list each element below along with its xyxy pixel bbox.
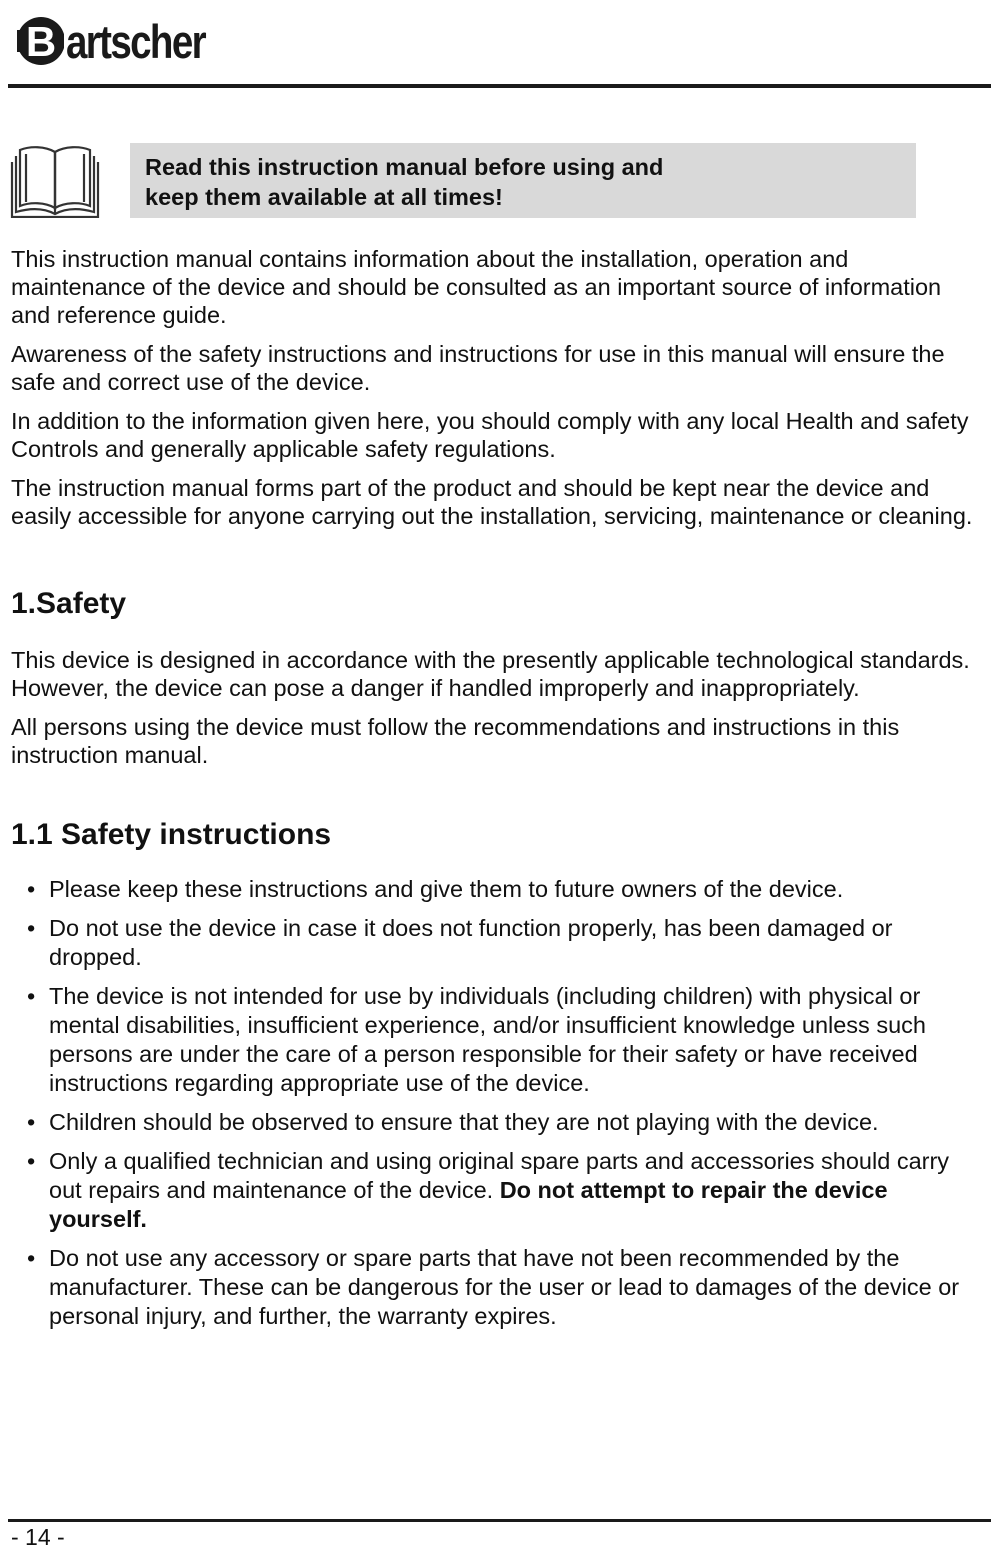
safety-paragraph-2: All persons using the device must follow the recommendations and instructions in this instruction manual. bbox=[11, 714, 900, 768]
section-title-safety-instructions: 1.1 Safety instructions bbox=[11, 818, 332, 851]
intro-paragraph-2: Awareness of the safety instructions and instructions for use in this manual will ensure the safe and correct use of the device. bbox=[11, 341, 945, 395]
repair-warning: Do not attempt to repair the device yourself. bbox=[49, 1177, 888, 1232]
list-item: • Do not use the device in case it does not function properly, has been damaged or dropped. bbox=[27, 915, 893, 970]
bullet-icon: • bbox=[27, 876, 36, 902]
list-item: • Please keep these instructions and give them to future owners of the device. bbox=[27, 876, 844, 902]
section-title-safety: 1.Safety bbox=[11, 587, 127, 620]
list-item: • Only a qualified technician and using original spare parts and accessories should carry out repairs and maintenance of the device. Do not attempt to repair the device yourself. bbox=[27, 1148, 950, 1232]
bullet-icon: • bbox=[27, 1109, 36, 1135]
logo-b-mark bbox=[14, 12, 64, 70]
intro-paragraph-1: This instruction manual contains information about the installation, operation and maintenance of the device and should be consulted as an important source of information and reference guide. bbox=[11, 246, 942, 328]
bullet-icon: • bbox=[27, 915, 36, 941]
logo-wordmark: artscher bbox=[66, 14, 205, 68]
safety-paragraph-1: This device is designed in accordance with the presently applicable technological standards. However, the device can pose a danger if handled improperly and inappropriately. bbox=[11, 647, 970, 701]
header-divider bbox=[8, 84, 991, 88]
intro-paragraph-4: The instruction manual forms part of the product and should be kept near the device and easily accessible for anyone carrying out the installation, servicing, maintenance or cleaning. bbox=[11, 475, 973, 529]
bullet-icon: • bbox=[27, 1245, 36, 1271]
notice-line-2: keep them available at all times! bbox=[145, 184, 503, 210]
notice-line-1: Read this instruction manual before using and bbox=[145, 154, 664, 180]
brand-logo bbox=[14, 6, 236, 76]
read-manual-notice bbox=[130, 143, 916, 218]
document-body bbox=[11, 245, 983, 1341]
intro-paragraph-3: In addition to the information given here, you should comply with any local Health and safety Controls and generally applicable safety regulations. bbox=[11, 408, 969, 462]
bullet-icon: • bbox=[27, 1148, 36, 1174]
list-item: • Children should be observed to ensure that they are not playing with the device. bbox=[27, 1109, 879, 1135]
list-item: • Do not use any accessory or spare parts that have not been recommended by the manufacturer. These can be dangerous for the user or lead to damages of the device or personal injury, and further, the warranty expires. bbox=[27, 1245, 960, 1329]
list-item: • The device is not intended for use by individuals (including children) with physical or mental disabilities, insufficient experience, and/or insufficient knowledge unless such persons are under the care of a person responsible for their safety or have received instructions regarding appropriate use of the device. bbox=[27, 983, 926, 1096]
footer-divider bbox=[8, 1519, 991, 1522]
logo-letter: B bbox=[25, 18, 57, 65]
bullet-icon: • bbox=[27, 983, 36, 1009]
safety-instructions-list bbox=[11, 875, 983, 1331]
open-book-icon bbox=[10, 142, 100, 218]
page-number: - 14 - bbox=[11, 1524, 65, 1550]
